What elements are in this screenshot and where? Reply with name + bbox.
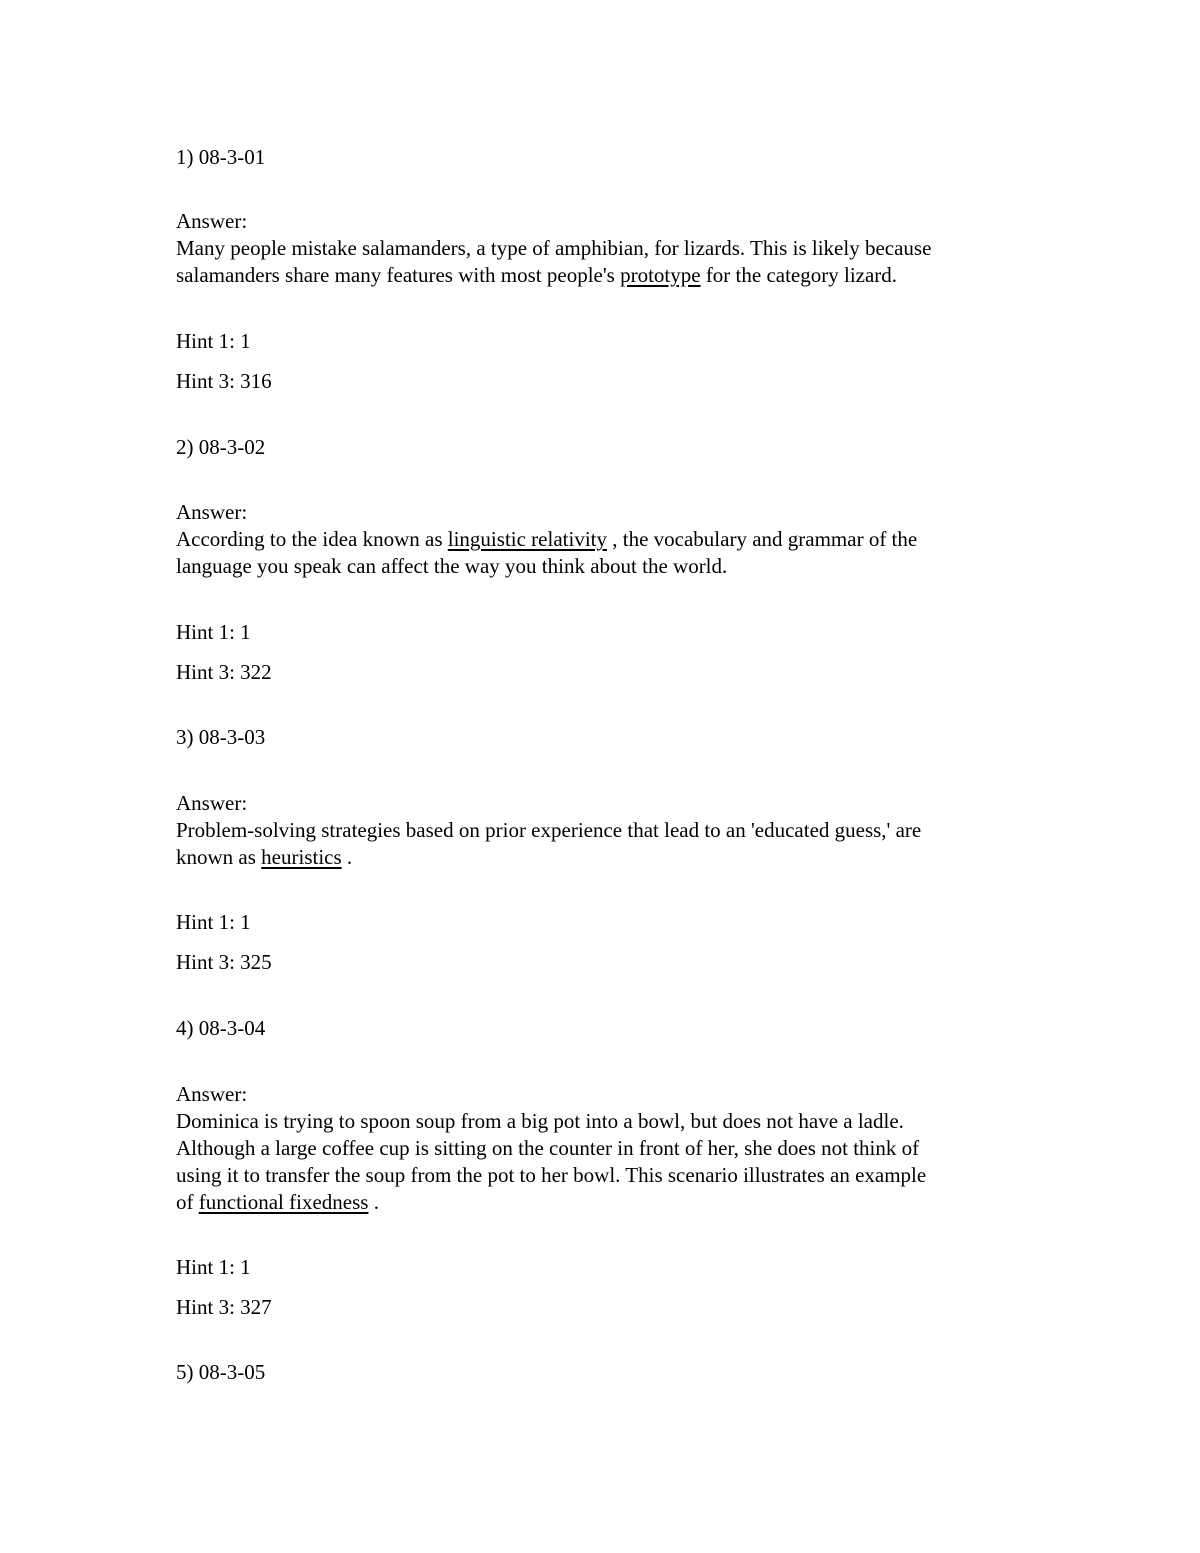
answer-line	[176, 1189, 1056, 1216]
hint-3: Hint 3: 327	[176, 1295, 272, 1319]
answer-label: Answer:	[176, 500, 248, 524]
answer-blank: prototype	[620, 263, 701, 287]
answer-text: According to the idea known as	[176, 527, 448, 551]
answer-line: Dominica is trying to spoon soup from a big pot into a bowl, but does not have a ladle.	[176, 1109, 904, 1133]
hint-3: Hint 3: 322	[176, 660, 272, 684]
hint-1: Hint 1: 1	[176, 910, 251, 934]
answer-text: , the vocabulary and grammar of the	[607, 527, 918, 551]
answer-text: known as	[176, 845, 262, 869]
answer-blank: linguistic relativity	[447, 527, 607, 551]
question-id: 3) 08-3-03	[176, 725, 266, 749]
answer-label: Answer:	[176, 791, 248, 815]
hint-1: Hint 1: 1	[176, 620, 251, 644]
answer-line	[176, 844, 1056, 871]
answer-line: Although a large coffee cup is sitting on the counter in front of her, she does not think of	[176, 1136, 920, 1160]
answer-block	[176, 1081, 1056, 1216]
answer-line	[176, 262, 1056, 289]
answer-block	[176, 499, 1056, 580]
answer-line: using it to transfer the soup from the pot to her bowl. This scenario illustrates an example	[176, 1163, 927, 1187]
answer-text: for the category lizard.	[700, 263, 898, 287]
question-id: 4) 08-3-04	[176, 1016, 266, 1040]
answer-line: Many people mistake salamanders, a type of amphibian, for lizards. This is likely because	[176, 236, 932, 260]
answer-text: of	[176, 1190, 199, 1214]
answer-label: Answer:	[176, 1082, 248, 1106]
hint-1: Hint 1: 1	[176, 329, 251, 353]
hint-1: Hint 1: 1	[176, 1255, 251, 1279]
question-id: 1) 08-3-01	[176, 145, 266, 169]
hint-3: Hint 3: 325	[176, 950, 272, 974]
question-id: 2) 08-3-02	[176, 435, 266, 459]
answer-line: language you speak can affect the way you think about the world.	[176, 554, 728, 578]
answer-text: salamanders share many features with most people's	[176, 263, 621, 287]
answer-line: Problem-solving strategies based on prior experience that lead to an 'educated guess,' are	[176, 818, 922, 842]
answer-block	[176, 208, 1056, 289]
answer-text: .	[368, 1190, 379, 1214]
hint-3: Hint 3: 316	[176, 369, 272, 393]
answer-blank: heuristics	[261, 845, 342, 869]
answer-blank: functional fixedness	[198, 1190, 369, 1214]
answer-line	[176, 526, 1056, 553]
answer-block	[176, 790, 1056, 871]
answer-text: .	[341, 845, 353, 869]
answer-label: Answer:	[176, 209, 248, 233]
question-id: 5) 08-3-05	[176, 1360, 266, 1384]
